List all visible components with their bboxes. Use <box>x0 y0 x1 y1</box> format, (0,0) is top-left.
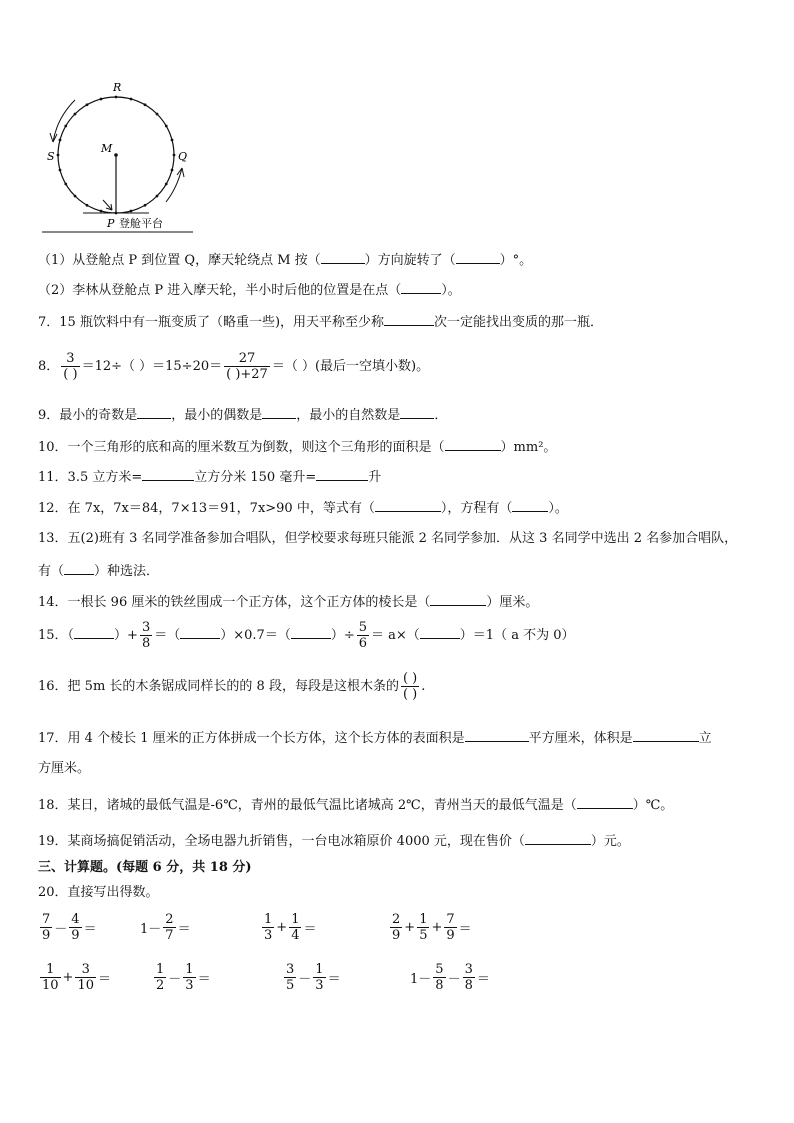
wheel-cabin-dot <box>130 98 133 101</box>
wheel-cabin-dot <box>115 96 118 99</box>
label-m: M <box>101 142 113 155</box>
fraction: $\frac{1}{2}$ <box>156 962 165 993</box>
question-6-2: （2）李林从登舱点 P 进入摩天轮，半小时后他的位置是在点（ ）。 <box>38 280 461 300</box>
wheel-cabin-dot <box>86 103 89 106</box>
section-3-heading: 三、计算题。(每题 6 分，共 18 分) <box>38 860 252 875</box>
fraction: $\frac{1}{10}$ <box>42 962 59 993</box>
fraction: $\frac{4}{9}$ <box>71 912 80 943</box>
fraction: $\frac{1}{5}$ <box>419 912 428 943</box>
wheel-cabin-dot <box>74 113 77 116</box>
question-14: 14．一根长 96 厘米的铁丝围成一个正方体，这个正方体的棱长是（ ）厘米。 <box>38 592 538 612</box>
wheel-cabin-dot <box>74 195 77 198</box>
question-11: 11．3.5 立方米= 立方分米 150 毫升= 升 <box>38 467 381 487</box>
calc-exercise: $\frac{2}{9}$ + $\frac{1}{5}$ + $\frac{7}{9}$ ＝ <box>392 912 472 943</box>
fraction: $\frac{7}{9}$ <box>42 912 51 943</box>
question-6-1: （1）从登舱点 P 到位置 Q，摩天轮绕点 M 按（ ）方向旋转了（ ）°。 <box>38 250 532 270</box>
wheel-cabin-dot <box>171 139 174 142</box>
calc-exercise: 1－ $\frac{2}{7}$ ＝ <box>140 912 191 943</box>
fraction: $\frac{2}{9}$ <box>392 912 401 943</box>
calc-exercise: $\frac{1}{10}$ + $\frac{3}{10}$ ＝ <box>42 962 112 993</box>
question-10: 10．一个三角形的底和高的厘米数互为倒数，则这个三角形的面积是（ ）mm²。 <box>38 437 556 457</box>
wheel-cabin-dot <box>64 183 67 186</box>
fraction: $\frac{5}{8}$ <box>435 962 444 993</box>
wheel-cabin-dot <box>59 139 62 142</box>
question-7: 7．15 瓶饮料中有一瓶变质了（略重一些)，用天平称至少称 次一定能找出变质的那一瓶． <box>38 312 603 332</box>
fraction: $\frac{3}{10}$ <box>77 962 94 993</box>
center-point <box>114 153 118 157</box>
question-12: 12．在 7x，7x＝84，7×13＝91，7x>90 中，等式有（ ），方程有（ ）。 <box>38 498 568 518</box>
fraction-3-over-blank: $\frac{3}{( )}$ <box>63 351 78 382</box>
wheel-cabin-dot <box>173 154 176 157</box>
question-17-line-2: 方厘米。 <box>38 761 91 776</box>
ferris-wheel-diagram <box>35 80 205 240</box>
fraction: $\frac{2}{7}$ <box>165 912 174 943</box>
rotation-arrow-right <box>166 168 182 202</box>
calc-exercise: 1－ $\frac{5}{8}$ － $\frac{3}{8}$ ＝ <box>410 962 490 993</box>
wheel-cabin-dot <box>64 125 67 128</box>
question-9: 9．最小的奇数是 ，最小的偶数是 ，最小的自然数是 ． <box>38 405 447 425</box>
fraction: $\frac{1}{4}$ <box>291 912 300 943</box>
wheel-cabin-dot <box>144 204 147 207</box>
platform-label: 登舱平台 <box>119 217 163 230</box>
question-17-line-1: 17．用 4 个棱长 1 厘米的正方体拼成一个长方体，这个长方体的表面积是 平方厘米，体积是 立 <box>38 728 712 748</box>
label-r: R <box>113 81 122 94</box>
wheel-cabin-dot <box>165 183 168 186</box>
calc-exercise: $\frac{1}{2}$ － $\frac{1}{3}$ ＝ <box>156 962 211 993</box>
question-20: 20．直接写出得数。 <box>38 885 159 900</box>
wheel-cabin-dot <box>156 113 159 116</box>
wheel-cabin-dot <box>171 169 174 172</box>
wheel-cabin-dot <box>130 210 133 213</box>
fraction: $\frac{1}{3}$ <box>264 912 273 943</box>
question-18: 18．某日，诸城的最低气温是-6℃，青州的最低气温比诸城高 2℃，青州当天的最低气温是（ ）℃。 <box>38 795 673 815</box>
wheel-cabin-dot <box>86 204 89 207</box>
label-s: S <box>47 150 55 163</box>
wheel-cabin-dot <box>59 169 62 172</box>
question-16: 16．把 5m 长的木条锯成同样长的的 8 段，每段是这根木条的 $\frac{( )}{( )}$ . <box>38 671 426 702</box>
label-q: Q <box>178 150 188 163</box>
question-13-line-1: 13．五(2)班有 3 名同学准备参加合唱队，但学校要求每班只能派 2 名同学参加．从这 3 名同学中选出 2 名参加合唱队， <box>38 531 738 546</box>
question-13-line-2: 有（ ）种选法． <box>38 561 159 581</box>
fraction: $\frac{3}{8}$ <box>464 962 473 993</box>
question-8: 8． $\frac{3}{( )}$ ＝12÷（ ）＝15÷20＝ $\frac{27}{( )+27}$ ＝（ ）(最后一空填小数)。 <box>38 351 430 382</box>
fraction: $\frac{3}{5}$ <box>286 962 295 993</box>
label-p: P <box>107 217 115 230</box>
calc-exercise: $\frac{3}{5}$ － $\frac{1}{3}$ ＝ <box>286 962 341 993</box>
wheel-cabin-dot <box>100 98 103 101</box>
question-15: 15．（ ）+ $\frac{3}{8}$ ＝（ ）×0.7＝（ ）÷ $\frac{5}{6}$ ＝ a×（ ）＝1（ a 不为 0） <box>38 620 575 651</box>
fraction-27-over-blank: $\frac{27}{( )+27}$ <box>226 351 268 382</box>
fraction: $\frac{7}{9}$ <box>446 912 455 943</box>
wheel-cabin-dot <box>100 210 103 213</box>
fraction: $\frac{1}{3}$ <box>315 962 324 993</box>
calc-exercise: $\frac{1}{3}$ + $\frac{1}{4}$ ＝ <box>264 912 317 943</box>
wheel-cabin-dot <box>57 154 60 157</box>
wheel-cabin-dot <box>156 195 159 198</box>
question-19: 19．某商场搞促销活动，全场电器九折销售，一台电冰箱原价 4000 元，现在售价（ ）元。 <box>38 831 630 851</box>
wheel-cabin-dot <box>165 125 168 128</box>
calc-exercise: $\frac{7}{9}$ － $\frac{4}{9}$ ＝ <box>42 912 97 943</box>
fraction: $\frac{1}{3}$ <box>185 962 194 993</box>
wheel-cabin-dot <box>144 103 147 106</box>
